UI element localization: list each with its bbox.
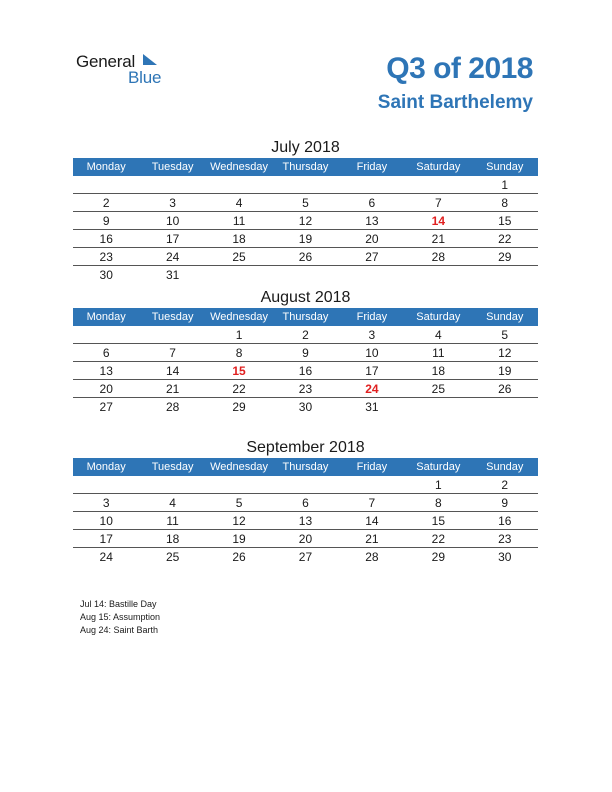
day-cell: 23 bbox=[272, 380, 338, 398]
empty-day-cell bbox=[73, 326, 139, 344]
logo bbox=[76, 52, 176, 88]
empty-day-cell bbox=[339, 476, 405, 494]
day-cell: 20 bbox=[272, 530, 338, 548]
day-cell: 25 bbox=[206, 248, 272, 266]
weekday-header: Wednesday bbox=[206, 308, 272, 326]
weekday-header: Sunday bbox=[472, 158, 538, 176]
day-cell: 9 bbox=[272, 344, 338, 362]
day-cell: 14 bbox=[139, 362, 205, 380]
day-cell: 7 bbox=[405, 194, 471, 212]
day-cell: 21 bbox=[139, 380, 205, 398]
holiday-item: Jul 14: Bastille Day bbox=[80, 599, 157, 609]
day-cell: 8 bbox=[472, 194, 538, 212]
day-cell: 18 bbox=[206, 230, 272, 248]
empty-day-cell bbox=[73, 176, 139, 194]
day-cell: 17 bbox=[139, 230, 205, 248]
month-title: August 2018 bbox=[260, 289, 351, 306]
day-cell: 17 bbox=[73, 530, 139, 548]
empty-day-cell bbox=[272, 266, 338, 284]
day-cell: 25 bbox=[405, 380, 471, 398]
holiday-day-cell: 14 bbox=[405, 212, 471, 230]
empty-day-cell bbox=[139, 176, 205, 194]
weekday-header: Saturday bbox=[405, 308, 471, 326]
empty-day-cell bbox=[405, 398, 471, 416]
empty-day-cell bbox=[272, 176, 338, 194]
weekday-header-row bbox=[73, 158, 538, 176]
day-cell: 20 bbox=[339, 230, 405, 248]
week-row bbox=[73, 494, 538, 512]
day-cell: 11 bbox=[206, 212, 272, 230]
day-cell: 13 bbox=[339, 212, 405, 230]
logo-word-blue: Blue bbox=[128, 68, 162, 87]
week-row bbox=[73, 398, 538, 416]
week-row bbox=[73, 512, 538, 530]
day-cell: 17 bbox=[339, 362, 405, 380]
day-cell: 26 bbox=[272, 248, 338, 266]
weekday-header: Tuesday bbox=[139, 458, 205, 476]
day-cell: 28 bbox=[165, 399, 180, 414]
day-cell: 27 bbox=[339, 248, 405, 266]
day-cell: 28 bbox=[405, 248, 471, 266]
calendar-grid bbox=[73, 158, 538, 283]
logo-flag-icon bbox=[143, 54, 157, 66]
weekday-header-row bbox=[73, 308, 538, 326]
day-cell: 10 bbox=[139, 212, 205, 230]
week-row bbox=[73, 248, 538, 266]
logo-word-general: General bbox=[76, 52, 136, 71]
day-cell: 12 bbox=[206, 512, 272, 530]
day-cell: 16 bbox=[272, 362, 338, 380]
month-title: September 2018 bbox=[246, 439, 365, 456]
day-cell: 23 bbox=[472, 530, 538, 548]
holiday-day-cell: 15 bbox=[206, 362, 272, 380]
day-cell: 2 bbox=[73, 194, 139, 212]
weekday-header: Monday bbox=[73, 158, 139, 176]
empty-day-cell bbox=[272, 476, 338, 494]
weekday-header: Saturday bbox=[405, 158, 471, 176]
day-cell: 21 bbox=[339, 530, 405, 548]
day-cell: 22 bbox=[405, 530, 471, 548]
day-cell: 15 bbox=[405, 512, 471, 530]
day-cell: 29 bbox=[232, 399, 246, 414]
day-cell: 30 bbox=[99, 267, 113, 282]
day-cell: 30 bbox=[298, 399, 313, 414]
day-cell: 19 bbox=[206, 530, 272, 548]
week-row bbox=[73, 548, 538, 566]
day-cell: 16 bbox=[472, 512, 538, 530]
week-row bbox=[73, 362, 538, 380]
day-cell: 10 bbox=[73, 512, 139, 530]
day-cell: 27 bbox=[298, 549, 313, 564]
weekday-header: Wednesday bbox=[206, 458, 272, 476]
day-cell: 13 bbox=[272, 512, 338, 530]
day-cell: 29 bbox=[431, 549, 445, 564]
day-cell: 9 bbox=[73, 212, 139, 230]
week-row bbox=[73, 212, 538, 230]
day-cell: 4 bbox=[405, 326, 471, 344]
weekday-header: Thursday bbox=[272, 458, 338, 476]
day-cell: 15 bbox=[472, 212, 538, 230]
day-cell: 6 bbox=[339, 194, 405, 212]
weekday-header: Monday bbox=[73, 308, 139, 326]
week-row bbox=[73, 476, 538, 494]
day-cell: 24 bbox=[99, 549, 113, 564]
day-cell: 3 bbox=[73, 494, 139, 512]
empty-day-cell bbox=[139, 476, 205, 494]
day-cell: 4 bbox=[139, 494, 205, 512]
day-cell: 7 bbox=[139, 344, 205, 362]
empty-day-cell bbox=[472, 398, 538, 416]
day-cell: 4 bbox=[206, 194, 272, 212]
week-row bbox=[73, 176, 538, 194]
weekday-header: Friday bbox=[339, 158, 405, 176]
day-cell: 5 bbox=[472, 326, 538, 344]
month-title: July 2018 bbox=[271, 139, 340, 156]
day-cell: 20 bbox=[73, 380, 139, 398]
empty-day-cell bbox=[206, 476, 272, 494]
weekday-header-row bbox=[73, 458, 538, 476]
day-cell: 11 bbox=[405, 344, 471, 362]
weekday-header: Monday bbox=[73, 458, 139, 476]
empty-day-cell bbox=[472, 266, 538, 284]
week-row bbox=[73, 194, 538, 212]
empty-day-cell bbox=[206, 176, 272, 194]
day-cell: 14 bbox=[339, 512, 405, 530]
week-row bbox=[73, 380, 538, 398]
holiday-day-cell: 24 bbox=[339, 380, 405, 398]
day-cell: 7 bbox=[339, 494, 405, 512]
day-cell: 19 bbox=[272, 230, 338, 248]
day-cell: 11 bbox=[139, 512, 205, 530]
weekday-header: Tuesday bbox=[139, 158, 205, 176]
calendar-grid bbox=[73, 458, 538, 565]
day-cell: 9 bbox=[472, 494, 538, 512]
weekday-header: Thursday bbox=[272, 158, 338, 176]
day-cell: 18 bbox=[405, 362, 471, 380]
day-cell: 5 bbox=[206, 494, 272, 512]
day-cell: 31 bbox=[165, 267, 180, 282]
weekday-header: Friday bbox=[339, 458, 405, 476]
day-cell: 26 bbox=[232, 549, 246, 564]
week-row bbox=[73, 266, 538, 284]
day-cell: 8 bbox=[405, 494, 471, 512]
month-july bbox=[73, 137, 538, 283]
day-cell: 31 bbox=[365, 399, 379, 414]
day-cell: 23 bbox=[73, 248, 139, 266]
day-cell: 29 bbox=[472, 248, 538, 266]
day-cell: 18 bbox=[139, 530, 205, 548]
day-cell: 25 bbox=[165, 549, 180, 564]
day-cell: 10 bbox=[339, 344, 405, 362]
weekday-header: Sunday bbox=[472, 308, 538, 326]
weekday-header: Wednesday bbox=[206, 158, 272, 176]
day-cell: 8 bbox=[206, 344, 272, 362]
week-row bbox=[73, 530, 538, 548]
day-cell: 12 bbox=[272, 212, 338, 230]
day-cell: 5 bbox=[272, 194, 338, 212]
week-row bbox=[73, 230, 538, 248]
weekday-header: Saturday bbox=[405, 458, 471, 476]
empty-day-cell bbox=[139, 326, 205, 344]
month-august bbox=[73, 287, 538, 415]
day-cell: 6 bbox=[272, 494, 338, 512]
weekday-header: Friday bbox=[339, 308, 405, 326]
day-cell: 22 bbox=[206, 380, 272, 398]
weekday-header: Tuesday bbox=[139, 308, 205, 326]
weekday-header: Sunday bbox=[472, 458, 538, 476]
week-row bbox=[73, 344, 538, 362]
day-cell: 28 bbox=[365, 549, 379, 564]
month-september bbox=[73, 437, 538, 565]
day-cell: 6 bbox=[73, 344, 139, 362]
country-name: Saint Barthelemy bbox=[377, 92, 533, 113]
empty-day-cell bbox=[206, 266, 272, 284]
day-cell: 2 bbox=[272, 326, 338, 344]
day-cell: 3 bbox=[139, 194, 205, 212]
day-cell: 26 bbox=[472, 380, 538, 398]
holiday-item: Aug 24: Saint Barth bbox=[80, 625, 159, 635]
day-cell: 12 bbox=[472, 344, 538, 362]
day-cell: 21 bbox=[405, 230, 471, 248]
day-cell: 1 bbox=[405, 476, 471, 494]
holiday-item: Aug 15: Assumption bbox=[80, 612, 161, 622]
weekday-header: Thursday bbox=[272, 308, 338, 326]
day-cell: 19 bbox=[472, 362, 538, 380]
week-row bbox=[73, 326, 538, 344]
empty-day-cell bbox=[405, 266, 471, 284]
empty-day-cell bbox=[339, 176, 405, 194]
empty-day-cell bbox=[405, 176, 471, 194]
quarter-title: Q3 of 2018 bbox=[386, 52, 533, 85]
day-cell: 16 bbox=[73, 230, 139, 248]
calendar-grid bbox=[73, 308, 538, 415]
day-cell: 1 bbox=[472, 176, 538, 194]
empty-day-cell bbox=[339, 266, 405, 284]
holiday-list bbox=[80, 598, 160, 637]
day-cell: 2 bbox=[472, 476, 538, 494]
day-cell: 3 bbox=[339, 326, 405, 344]
day-cell: 30 bbox=[498, 549, 512, 564]
day-cell: 24 bbox=[139, 248, 205, 266]
day-cell: 27 bbox=[99, 399, 113, 414]
day-cell: 13 bbox=[73, 362, 139, 380]
day-cell: 22 bbox=[472, 230, 538, 248]
day-cell: 1 bbox=[206, 326, 272, 344]
empty-day-cell bbox=[73, 476, 139, 494]
